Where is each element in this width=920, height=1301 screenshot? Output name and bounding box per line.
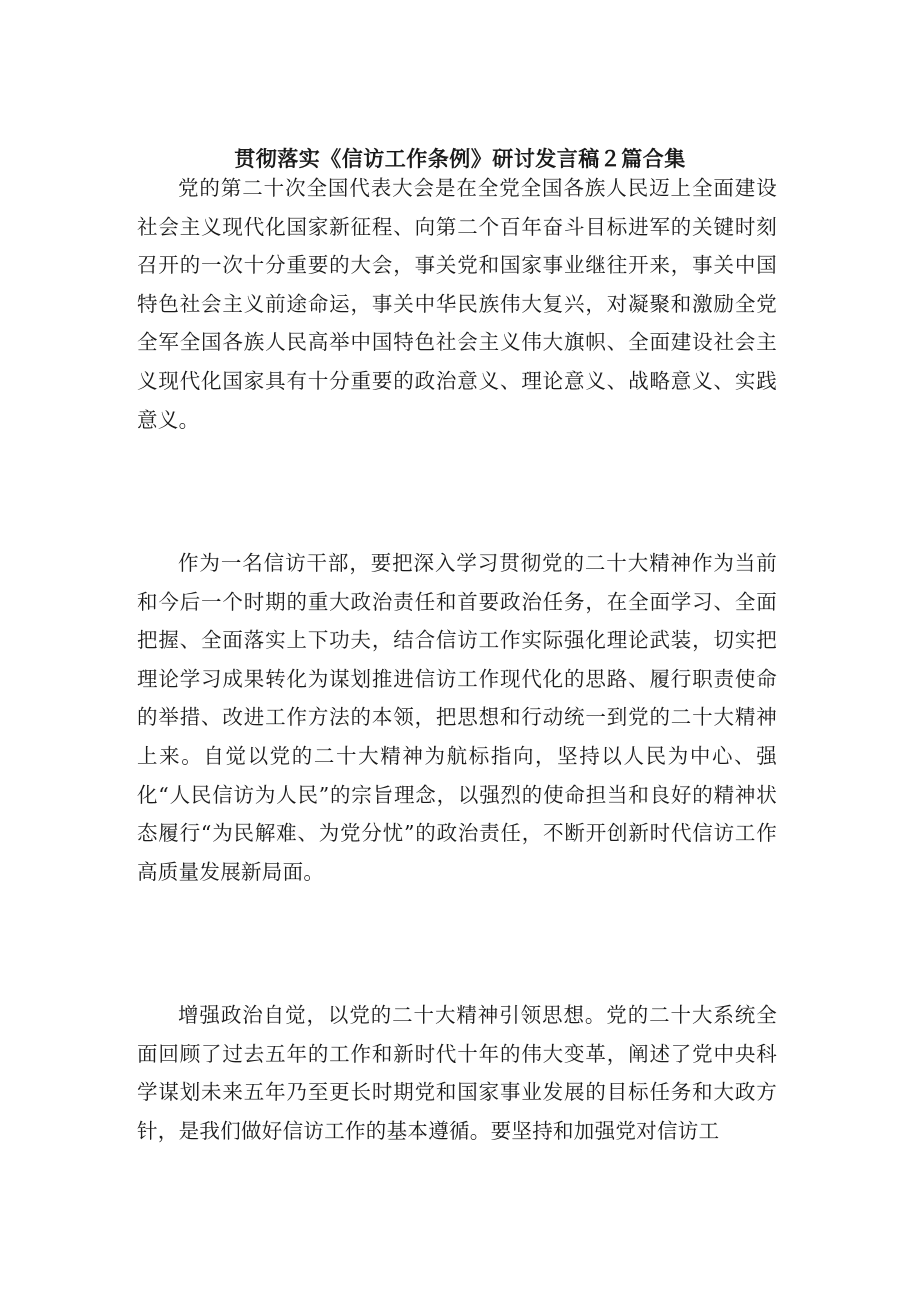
document-title: 贯彻落实《信访工作条例》研讨发言稿２篇合集 [234, 147, 686, 171]
paragraph-1: 党的第二十次全国代表大会是在全党全国各族人民迈上全面建设社会主义现代化国家新征程、向第二个百年奋斗目标进军的关键时刻召开的一次十分重要的大会，事关党和国家事业继往开来，事关中国特色社会主义前途命运，事关中华民族伟大复兴，对凝聚和激励全党全军全国各族人民高举中国特色社会主义伟大旗帜、全面建设社会主义现代化国家具有十分重要的政治意义、理论意义、战略意义、实践意义。 [137, 176, 777, 432]
paragraph-3: 增强政治自觉，以党的二十大精神引领思想。党的二十大系统全面回顾了过去五年的工作和新时代十年的伟大变革，阐述了党中央科学谋划未来五年乃至更长时期党和国家事业发展的目标任务和大政方针，是我们做好信访工作的基本遵循。要坚持和加强党对信访工 [137, 1003, 777, 1143]
paragraph-2: 作为一名信访干部，要把深入学习贯彻党的二十大精神作为当前和今后一个时期的重大政治责任和首要政治任务，在全面学习、全面把握、全面落实上下功夫，结合信访工作实际强化理论武装，切实把理论学习成果转化为谋划推进信访工作现代化的思路、履行职责使命的举措、改进工作方法的本领，把思想和行动统一到党的二十大精神上来。自觉以党的二十大精神为航标指向，坚持以人民为中心、强化“人民信访为人民”的宗旨理念，以强烈的使命担当和良好的精神状态履行“为民解难、为党分忧”的政治责任，不断开创新时代信访工作高质量发展新局面。 [137, 551, 777, 884]
